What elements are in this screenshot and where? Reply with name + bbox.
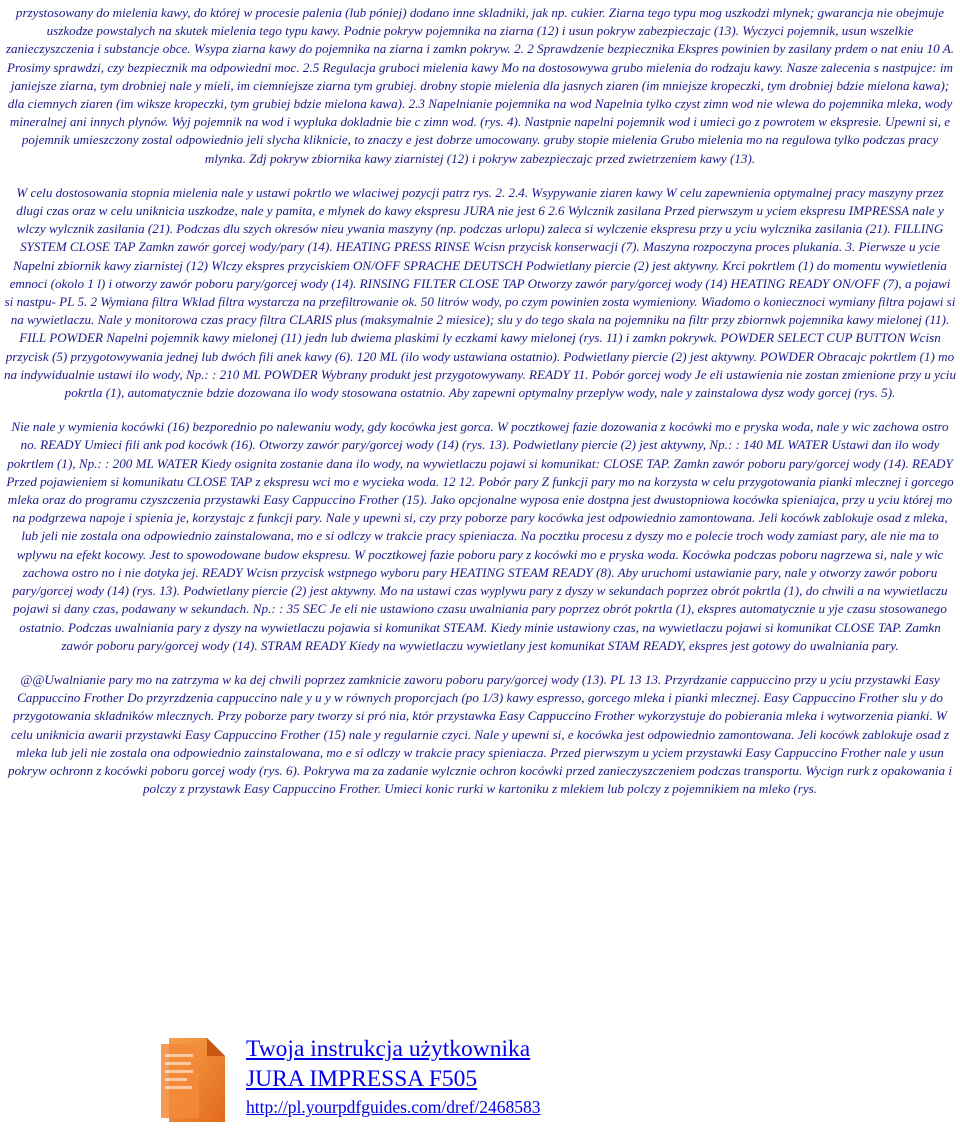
- footer: [0, 1034, 960, 1126]
- footer-links: [246, 1034, 541, 1120]
- manual-page-icon: [155, 1034, 231, 1126]
- paragraph-4: @@Uwalnianie pary mo na zatrzyma w ka dej chwili poprzez zamknicie zaworu poboru pary/gorcej wody (13). PL 13 13. Przyrdzanie cappuccino przy u yciu przystawki Easy Cappuccino Frother Do przyrzdzenia cappuccino nale y u y w równych proporcjach (po 1/3) kawy espresso, gorcego mleka i pianki mlecznej. Easy Cappuccino Frother slu y do przygotowania skladników mlecznych. Przy poborze pary tworzy si pró nia, któr przystawka Easy Cappuccino Frother wykorzystuje do pobierania mleka i wytworzenia pianki. W celu uniknicia awarii przystawki Easy Cappuccino Frother (15) nale y regularnie czyci. Nale y upewni si, e kocówka jest odpowiednio zamontowana. Jeli kocówk zablokuje osad z mleka lub jeli nie zostala ona odpowiednio zainstalowana, mo e si odlczy w trakcie pracy spieniacza. Przed pierwszym u yciem przystawki Easy Cappuccino Frother nale y usun pokryw ochronn z kocówki poboru gorcej wody (rys. 6). Pokrywa ma za zadanie wylcznie ochron kocówki przed zanieczyszczeniem podczas transportu. Wycign rurk z opakowania i polczy z przystawk Easy Cappuccino Frother. Umieci konic rurki w kartoniku z mlekiem lub polczy z pojemnikiem na mleko (rys.: [8, 671, 952, 797]
- manual-url-link[interactable]: http://pl.yourpdfguides.com/dref/2468583: [246, 1097, 541, 1117]
- paragraph-2: W celu dostosowania stopnia mielenia nale y ustawi pokrtlo we wlaciwej pozycji patrz rys. 2. 2.4. Wsypywanie ziaren kawy W celu zapewnienia optymalnej pracy maszyny przez dlugi czas oraz w celu uniknicia uszkodze, nale y pamita, e mlynek do kawy ekspresu JURA nie jest 6 2.6 Wylcznik zasilana Przed pierwszym u yciem ekspresu IMPRESSA nale y wlczy wylcznik zasilania (21). Podczas dlu szych okresów nieu ywania maszyny (np. podczas urlopu) zaleca si wylczenie ekspresu przy u yciu wylcznika zasilania (21). FILLING SYSTEM CLOSE TAP Zamkn zawór gorcej wody/pary (14). HEATING PRESS RINSE Wcisn przycisk konserwacji (7). Maszyna rozpoczyna proces plukania. 3. Pierwsze u ycie Napelni zbiornik kawy ziarnistej (12) Wlczy ekspres przyciskiem ON/OFF SPRACHE DEUTSCH Podwietlany piercie (2) jest aktywny. Krci pokrtlem (1) do momentu wywietlenia emnoci (okolo 1 l) i otworzy zawór poboru pary/gorcej wody (14). RINSING FILTER CLOSE TAP Otworzy zawór pary/gorcej wody (14) HEATING READY ON/OFF (7), a pojawi si nastpu- PL 5. 2 Wymiana filtra Wklad filtra wystarcza na przefiltrowanie ok. 50 litrów wody, po czym powinien zosta wymieniony. Wiadomo o koniecznoci wymiany filtra pojawi si na wywietlaczu. Nale y monitorowa czas pracy filtra CLARIS plus (maksymalnie 2 miesice); slu y do tego skala na pojemniku na filtr przy zbiornwk pojemnika kawy mielonej (11). FILL POWDER Napelni pojemnik kawy mielonej (11) jedn lub dwiema plaskimi ly eczkami kawy mielonej (rys. 11) i zamkn pokrywk. POWDER SELECT CUP BUTTON Wcisn przycisk (5) przygotowywania jednej lub dwóch fili anek kawy (6). 120 ML (ilo wody ustawiana ostatnio). Podwietlany piercie (2) jest aktywny. POWDER Obracajc pokrtlem (1) mo na indywidualnie ustawi ilo wody, Np.: : 210 ML POWDER Wybrany produkt jest przygotowywany. READY 11. Pobór gorcej wody Je eli ustawienia nie zostan zmienione przy u yciu pokrtla (1), automatycznie bdzie dozowana ilo wody stosowana ostatnio. Aby zapewni optymalny przeplyw wody, nale y zainstalowa dysz wody gorcej (rys. 5).: [4, 184, 956, 401]
- paragraph-gap: [4, 402, 956, 418]
- paragraph-gap: [4, 655, 956, 671]
- manual-title-link[interactable]: Twoja instrukcja użytkownika: [246, 1036, 531, 1062]
- manual-model-link[interactable]: JURA IMPRESSA F505: [246, 1066, 478, 1092]
- paragraph-1: przystosowany do mielenia kawy, do której w procesie palenia (lub póniej) dodano inne skladniki, jak np. cukier. Ziarna tego typu mog uszkodzi mlynek; gwarancja nie obejmuje uszkodze powstalych na skutek mielenia tego typu kawy. Podnie pokryw pojemnika na ziarna (12) i usun pokryw zabezpieczajc (13). Wyczyci pojemnik, usun wszelkie zanieczyszczenia i substancje obce. Wsypa ziarna kawy do pojemnika na ziarna i zamkn pokryw. 2. 2 Sprawdzenie bezpiecznika Ekspres powinien by zasilany prdem o nat eniu 10 A. Prosimy sprawdzi, czy bezpiecznik ma odpowiedni moc. 2.5 Regulacja gruboci mielenia kawy Mo na dostosowywa grubo mielenia do rodzaju kawy. Nasze zalecenia s nastpujce: im janiejsze ziarna, tym drobniej nale y mieli, im ciemniejsze ziarna tym grubiej. drobny stopie mielenia dla jasnych ziaren (im mniejsze kropeczki, tym drobniej bdzie mielona kawa); dla ciemnych ziaren (im wiksze kropeczki, tym grubiej bdzie mielona kawa). 2.3 Napelnianie pojemnika na wod Napelnia tylko czyst zimn wod nie wlewa do pojemnika mleka, wody mineralnej ani innych plynów. Wyj pojemnik na wod i wypluka dokladnie bie c zimn wod. (rys. 4). Nastpnie napelni pojemnik wod i umieci go z powrotem w ekspresie. Upewni si, e pojemnik umieszczony zostal odpowiednio jeli slycha kliknicie, to znaczy e jest dobrze umocowany. gruby stopie mielenia Grubo mielenia mo na regulowa tylko podczas pracy mlynka. Zdj pokryw zbiornika kawy ziarnistej (12) i pokryw zabezpieczajc przed zwietrzeniem kawy (13).: [5, 5, 955, 166]
- paragraph-gap: [4, 168, 956, 184]
- paragraph-3: Nie nale y wymienia kocówki (16) bezporednio po nalewaniu wody, gdy kocówka jest gorca. W pocztkowej fazie dozowania z kocówki mo e pryska woda, nale y wic zachowa ostro no. READY Umieci fili ank pod kocówk (16). Otworzy zawór pary/gorcej wody (14) (rys. 13). Podwietlany piercie (2) jest aktywny, Np.: : 140 ML WATER Ustawi dan ilo wody pokrtlem (1), Np.: : 200 ML WATER Kiedy osignita zostanie dana ilo wody, na wywietlaczu pojawi si komunikat: CLOSE TAP. Zamkn zawór poboru pary/gorcej wody (14). READY Przed pojawieniem si komunikatu CLOSE TAP z ekspresu wci mo e wycieka woda. 12 12. Pobór pary Z funkcji pary mo na korzysta w celu przygotowania pianki mlecznej i gorcego mleka oraz do programu czyszczenia przystawki Easy Cappuccino Frother (15). Jako opcjonalne wyposa enie dostpna jest dwustopniowa kocówka spieniajca, przy u yciu której mo na podgrzewa napoje i spienia je, korzystajc z funkcji pary. Nale y upewni si, czy przy poborze pary kocówka jest odpowiednio zamontowana. Jeli kocówk zablokuje osad z mleka, lub jeli nie zostala ona odpowiednio zainstalowana, mo e si odlczy w trakcie pracy spieniacza. Na pocztku procesu z dyszy mo e polecie troch wody zamiast pary, ale nie ma to wplywu na efekt kocowy. Jest to spowodowane budow ekspresu. W pocztkowej fazie poboru pary z kocówki mo e pryska woda. Kocówka podczas poboru nagrzewa si, nale y wic zachowa ostro no i nie dotyka jej. READY Wcisn przycisk wstpnego wyboru pary HEATING STEAM READY (8). Aby uruchomi ustawianie pary, nale y otworzy zawór poboru pary/gorcej wody (14) (rys. 13). Podwietlany piercie (2) jest aktywny. Mo na ustawi czas wyplywu pary z dyszy w sekundach poprzez obrót pokrtla (1), do chwili a na wywietlaczu pojawi si dany czas, podawany w sekundach. Np.: : 35 SEC Je eli nie ustawiono czasu uwalniania pary poprzez obrót pokrtla (1), ekspres automatycznie u yje czasu stosowanego ostatnio. Podczas uwalniania pary z dyszy na wywietlaczu pojawia si komunikat STEAM. Kiedy minie ustawiony czas, na wywietlaczu pojawi si komunikat CLOSE TAP. Zamkn zawór poboru pary/gorcej wody (14). STRAM READY Kiedy na wywietlaczu wywietlany jest komunikat STAM READY, ekspres jest gotowy do uwalniania pary.: [6, 419, 954, 653]
